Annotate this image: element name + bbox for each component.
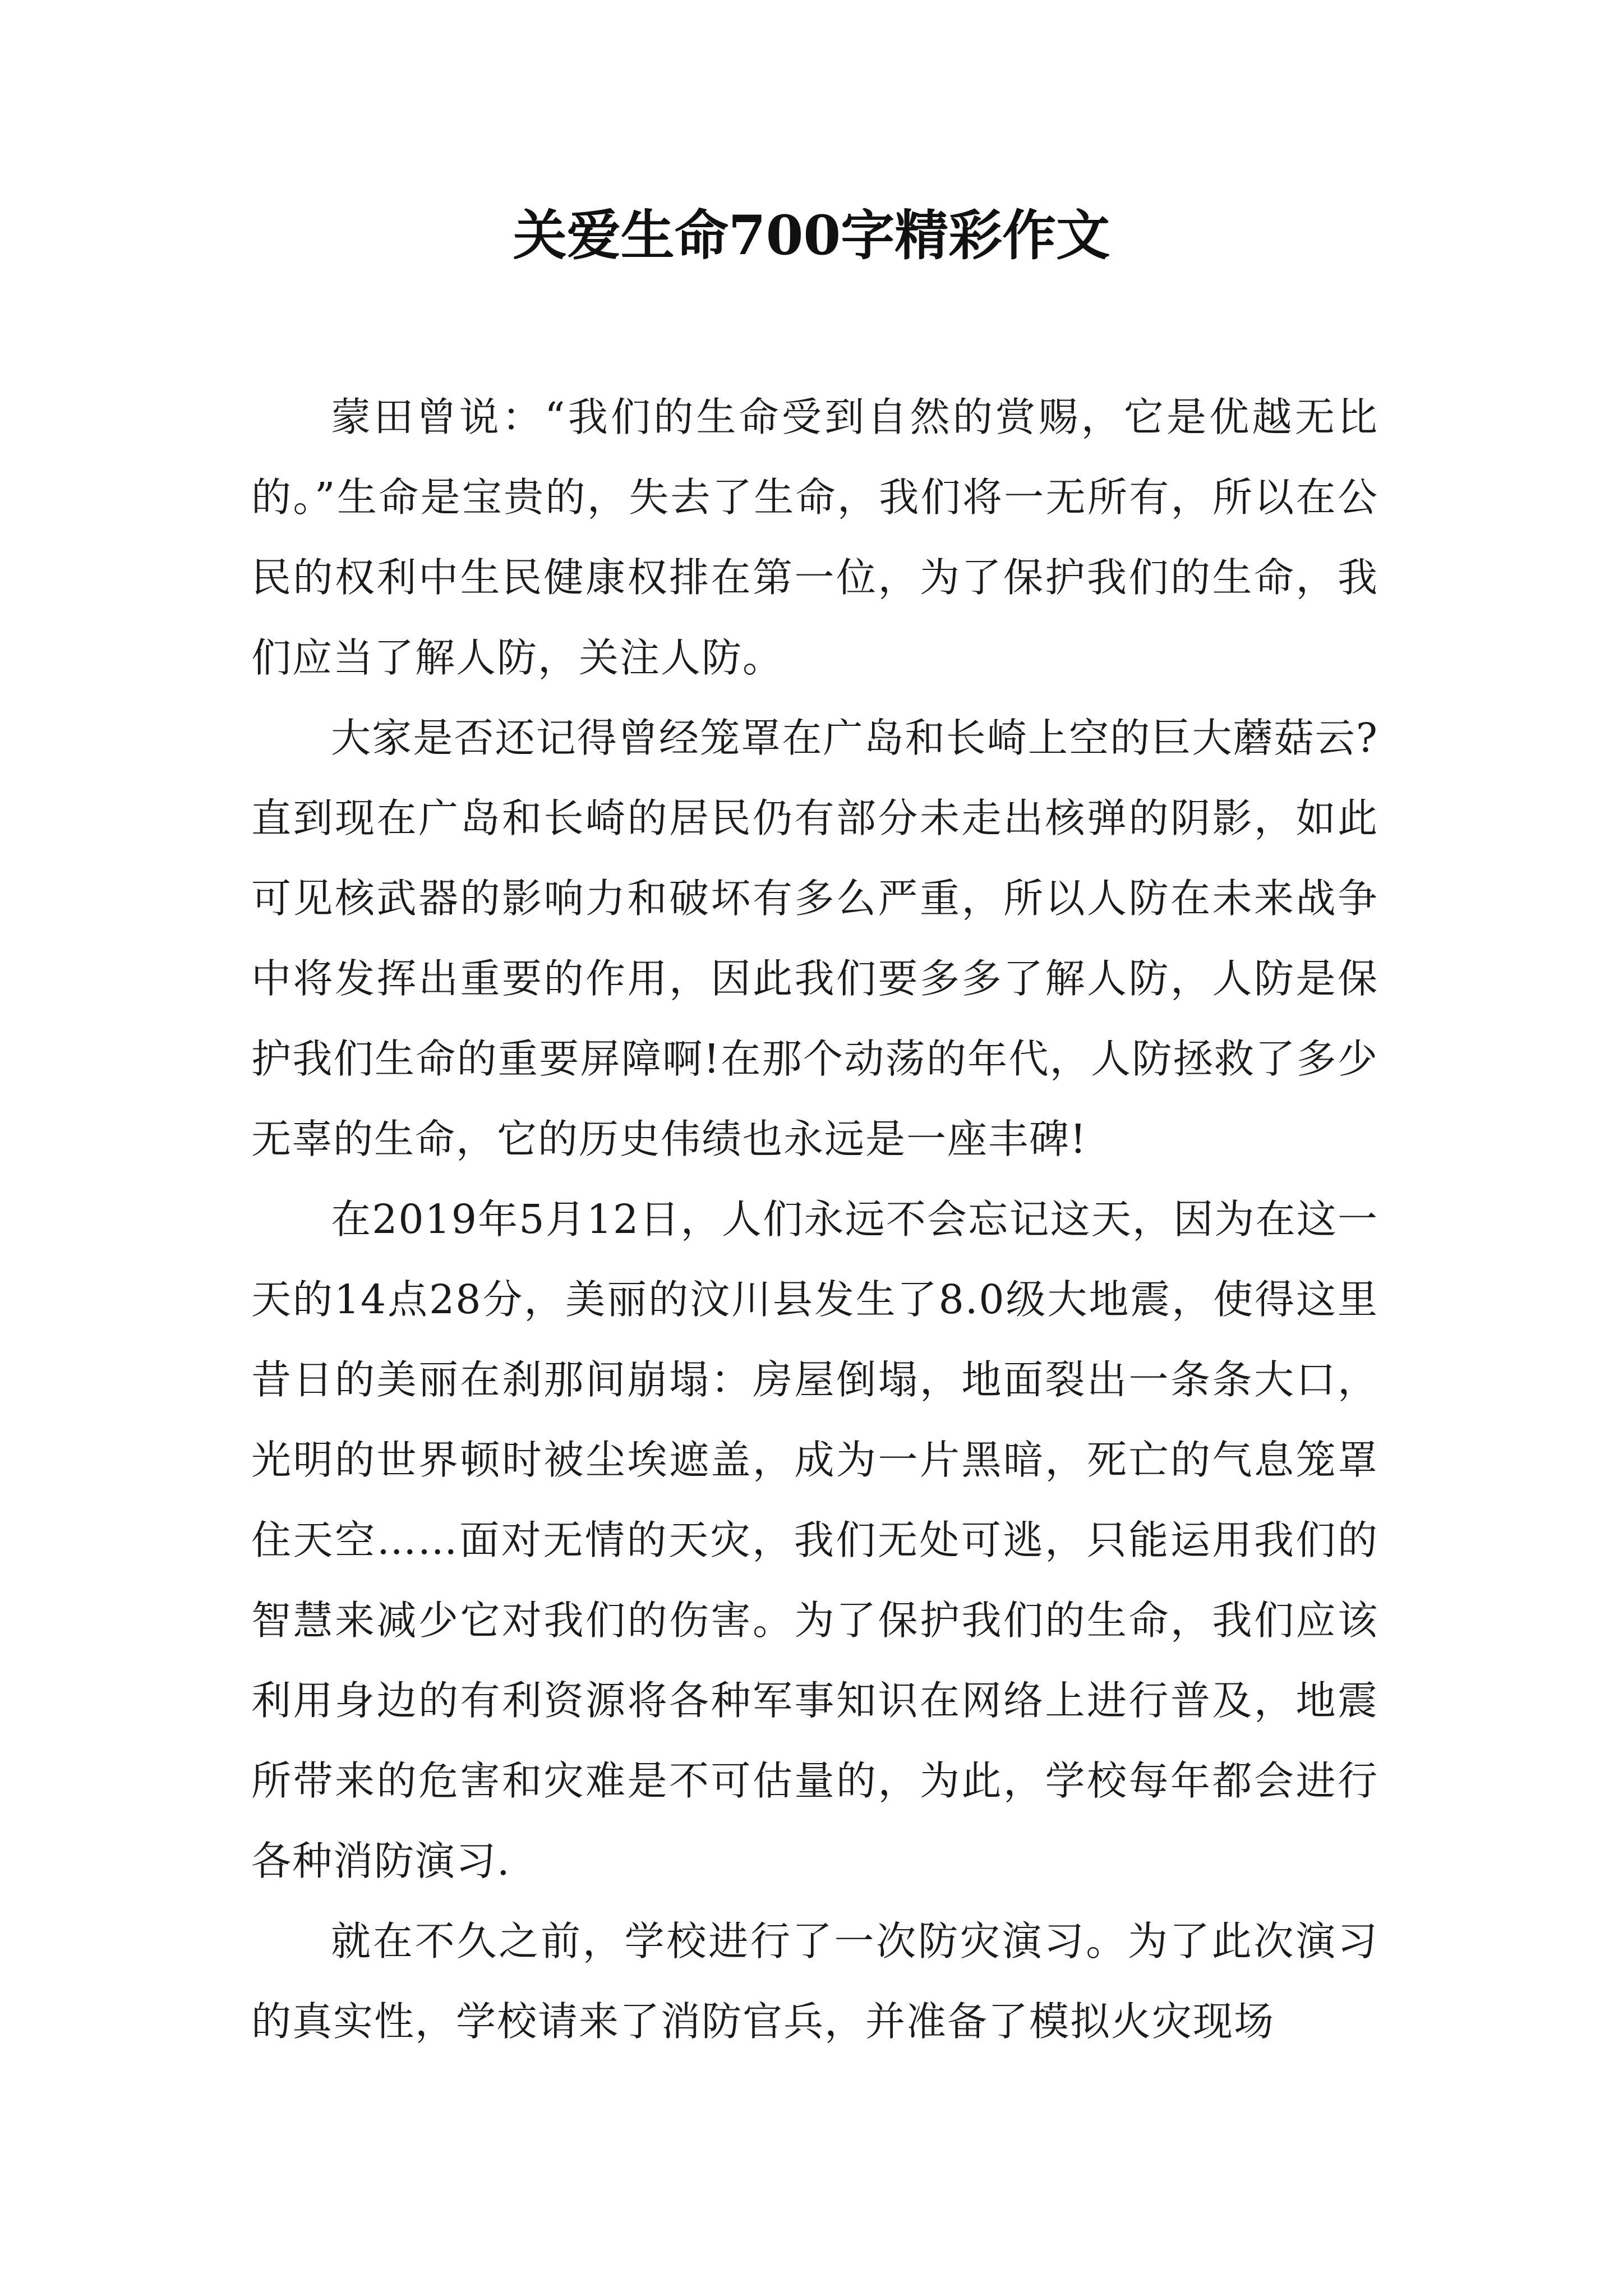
paragraph-2: 大家是否还记得曾经笼罩在广岛和长崎上空的巨大蘑菇云?直到现在广岛和长崎的居民仍有部分未走出核弹的阴影，如此可见核武器的影响力和破坏有多么严重，所以人防在未来战争中将发挥出重要的作用，因此我们要多多了解人防，人防是保护我们生命的重要屏障啊!在那个动荡的年代，人防拯救了多少无辜的生命，它的历史伟绩也永远是一座丰碑! — [251, 715, 1378, 1162]
paragraph-3: 在2019年5月12日，人们永远不会忘记这天，因为在这一天的14点28分，美丽的汶川县发生了8.0级大地震，使得这里昔日的美丽在刹那间崩塌：房屋倒塌，地面裂出一条条大口，光明的世界顿时被尘埃遮盖，成为一片黑暗，死亡的气息笼罩住天空……面对无情的天灾，我们无处可逃，只能运用我们的智慧来减少它对我们的伤害。为了保护我们的生命，我们应该利用身边的有利资源将各种军事知识在网络上进行普及，地震所带来的危害和灾难是不可估量的，为此，学校每年都会进行各种消防演习. — [251, 1196, 1378, 1884]
paragraph-1: 蒙田曾说：“我们的生命受到自然的赏赐，它是优越无比的。”生命是宝贵的，失去了生命，我们将一无所有，所以在公民的权利中生民健康权排在第一位，为了保护我们的生命，我们应当了解人防，关注人防。 — [251, 394, 1378, 681]
document-title: 关爱生命700字精彩作文 — [513, 204, 1110, 267]
paragraph-4: 就在不久之前，学校进行了一次防灾演习。为了此次演习的真实性，学校请来了消防官兵，并准备了模拟火灾现场 — [251, 1918, 1378, 2045]
document-body — [251, 377, 1378, 2062]
